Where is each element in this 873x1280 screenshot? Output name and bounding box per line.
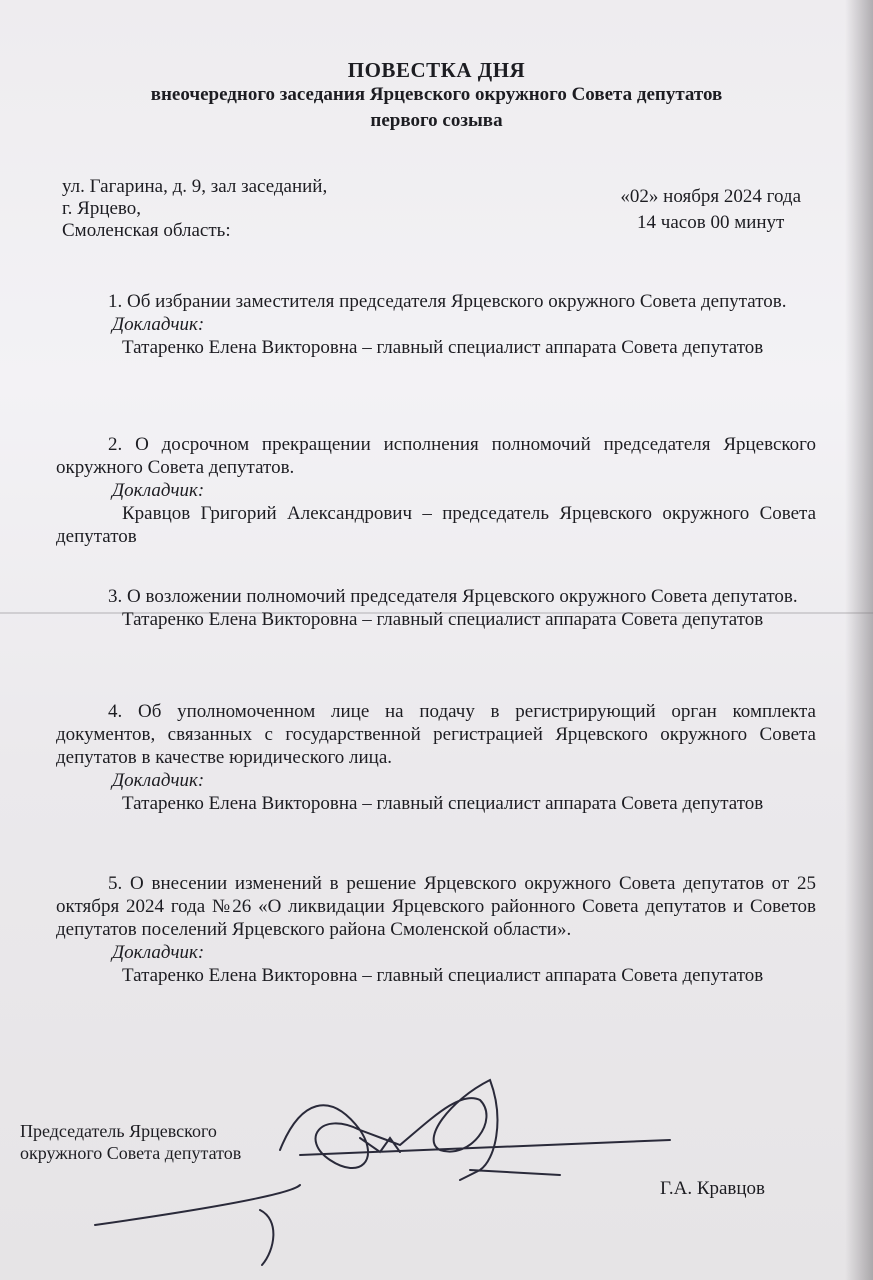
- signature-stroke: [95, 1080, 670, 1265]
- agenda-item-text: 3. О возложении полномочий председателя Ярцевского окружного Совета депутатов.: [108, 586, 798, 607]
- document-subtitle: внеочередного заседания Ярцевского окружного Совета депутатов: [150, 84, 723, 105]
- signatory-name: Г.А. Кравцов: [660, 1178, 766, 1199]
- agenda-item-2: [56, 433, 816, 548]
- document-title: ПОВЕСТКА ДНЯ: [347, 58, 526, 82]
- agenda-item-1: [56, 290, 816, 359]
- agenda-item-text: 4. Об уполномоченном лице на подачу в регистрирующий орган комплекта документов, связанных с государственной регистрацией Ярцевского окружного Совета депутатов в качестве юридического лица.: [56, 701, 816, 768]
- agenda-item-3: [56, 585, 816, 631]
- reporter: Татаренко Елена Викторовна – главный специалист аппарата Совета депутатов: [122, 609, 764, 630]
- meeting-time: 14 часов 00 минут: [637, 212, 785, 233]
- reporter: Татаренко Елена Викторовна – главный специалист аппарата Совета депутатов: [122, 793, 764, 814]
- agenda-item-text: 5. О внесении изменений в решение Ярцевского окружного Совета депутатов от 25 октября 2024 года №26 «О ликвидации Ярцевского районного Совета депутатов и Советов депутатов поселений Ярцевского района Смоленской области».: [56, 873, 816, 940]
- reporter-label: Докладчик:: [112, 480, 205, 501]
- agenda-item-text: 2. О досрочном прекращении исполнения полномочий председателя Ярцевского окружного Совета депутатов.: [56, 434, 816, 478]
- meeting-date: «02» ноября 2024 года: [620, 186, 801, 207]
- signatory-position-line: окружного Совета депутатов: [20, 1143, 242, 1163]
- address-line: Смоленская область:: [62, 220, 231, 241]
- agenda-item-4: [56, 700, 816, 815]
- reporter-label: Докладчик:: [112, 770, 205, 791]
- handwritten-signature: [0, 1060, 873, 1280]
- meeting-address: [62, 176, 327, 242]
- reporter-label: Докладчик:: [112, 942, 205, 963]
- reporter-label: Докладчик:: [112, 314, 205, 335]
- agenda-item-text: 1. Об избрании заместителя председателя Ярцевского окружного Совета депутатов.: [108, 291, 787, 312]
- reporter: Татаренко Елена Викторовна – главный специалист аппарата Совета депутатов: [122, 965, 764, 986]
- agenda-item-5: [56, 872, 816, 987]
- reporter: Кравцов Григорий Александрович – председатель Ярцевского окружного Совета депутатов: [56, 503, 816, 547]
- address-line: ул. Гагарина, д. 9, зал заседаний,: [62, 176, 328, 197]
- reporter: Татаренко Елена Викторовна – главный специалист аппарата Совета депутатов: [122, 337, 764, 358]
- signatory-position-line: Председатель Ярцевского: [20, 1121, 217, 1141]
- address-line: г. Ярцево,: [62, 198, 142, 219]
- document-subtitle-2: первого созыва: [370, 110, 503, 131]
- meeting-datetime: [620, 184, 801, 236]
